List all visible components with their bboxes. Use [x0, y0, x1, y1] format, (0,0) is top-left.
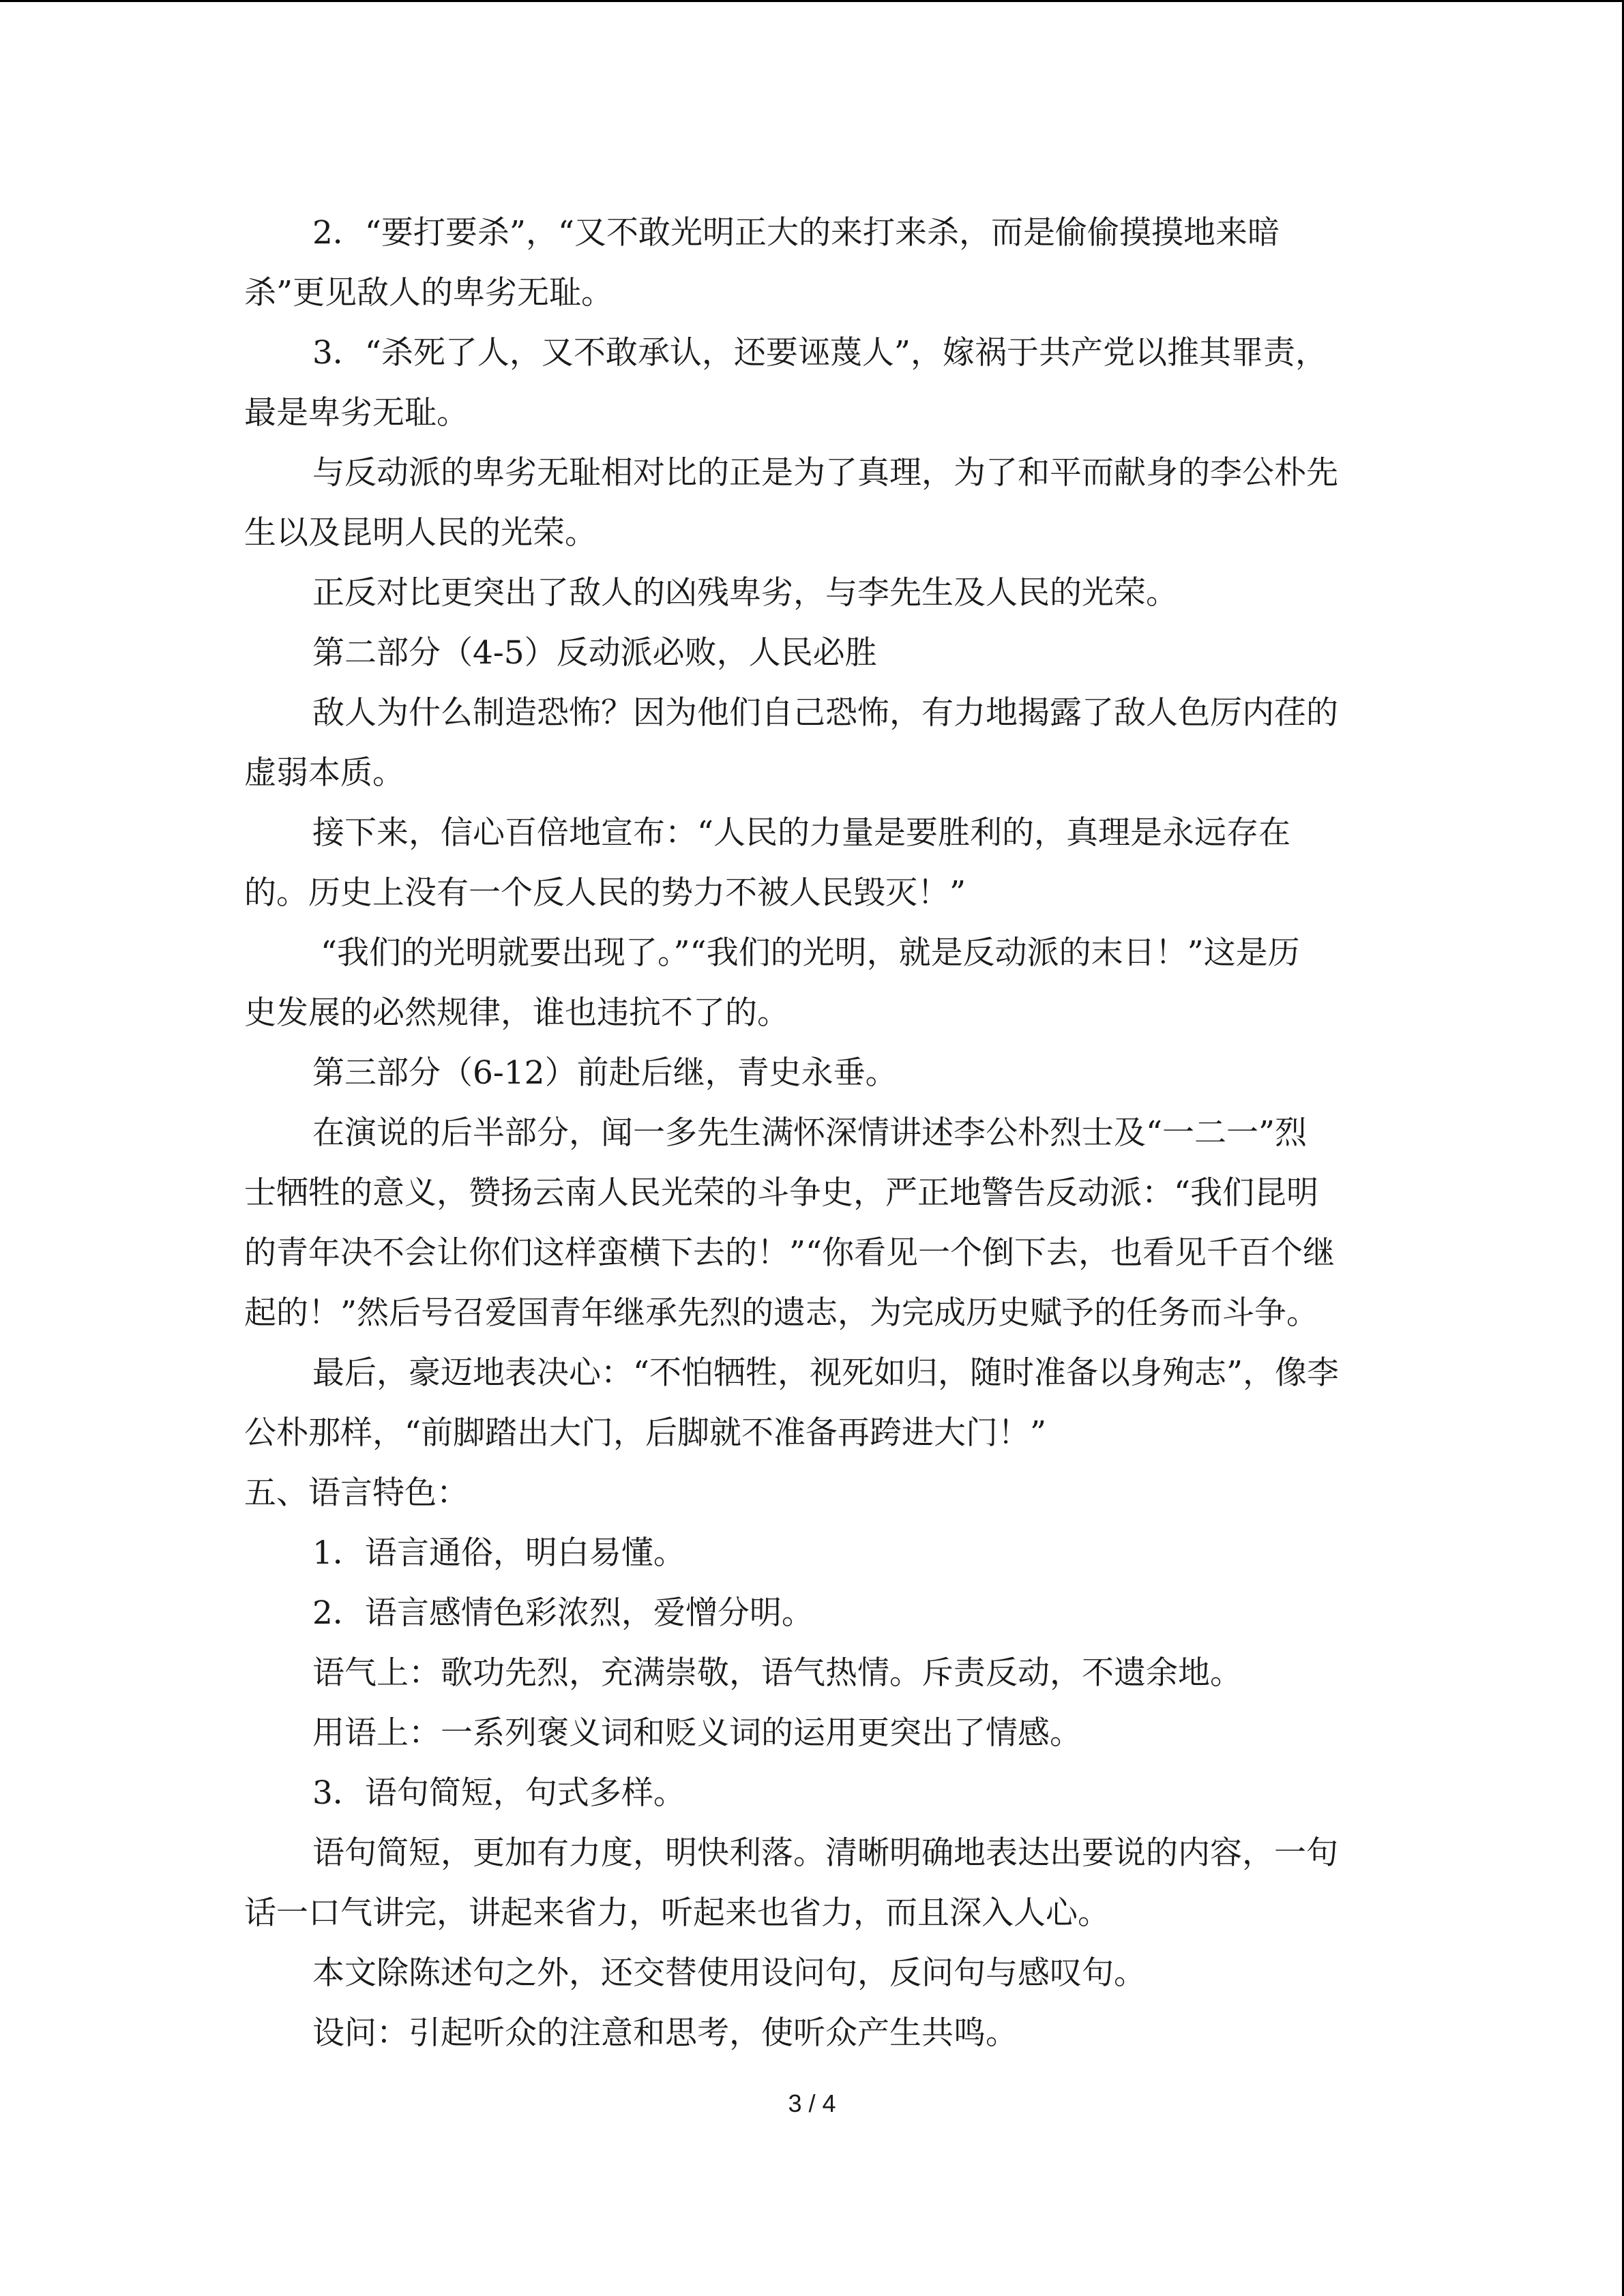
paragraph-line: 公朴那样，“前脚踏出大门，后脚就不准备再跨进大门！” [244, 1414, 1047, 1452]
document-body [244, 203, 1376, 2063]
paragraph-line: 敌人为什么制造恐怖？因为他们自己恐怖，有力地揭露了敌人色厉内荏的 [312, 694, 1338, 732]
paragraph-line: “我们的光明就要出现了。”“我们的光明，就是反动派的末日！”这是历 [321, 934, 1300, 972]
paragraph-line: 最后，豪迈地表决心：“不怕牺牲，视死如归，随时准备以身殉志”，像李 [312, 1354, 1340, 1392]
paragraph-line: 设问：引起听众的注意和思考，使听众产生共鸣。 [312, 2014, 1018, 2052]
paragraph-line: 在演说的后半部分，闻一多先生满怀深情讲述李公朴烈士及“一二一”烈 [312, 1114, 1308, 1152]
paragraph-line: 最是卑劣无耻。 [244, 394, 469, 432]
section-heading: 第二部分（4-5）反动派必败，人民必胜 [312, 634, 877, 672]
paragraph-line: 话一口气讲完，讲起来省力，听起来也省力，而且深入人心。 [244, 1894, 1110, 1932]
paragraph-line: 3．“杀死了人，又不敢承认，还要诬蔑人”，嫁祸于共产党以推其罪责， [312, 334, 1327, 372]
paragraph-line: 的青年决不会让你们这样蛮横下去的！”“你看见一个倒下去，也看见千百个继 [244, 1234, 1335, 1272]
paragraph-line: 接下来，信心百倍地宣布：“人民的力量是要胜利的，真理是永远存在 [312, 814, 1291, 852]
paragraph-line: 起的！”然后号召爱国青年继承先烈的遗志，为完成历史赋予的任务而斗争。 [244, 1294, 1319, 1332]
paragraph-line: 生以及昆明人民的光荣。 [244, 514, 597, 552]
paragraph-line: 杀”更见敌人的卑劣无耻。 [244, 274, 614, 312]
paragraph-line: 3．语句简短，句式多样。 [312, 1774, 685, 1812]
paragraph-line: 2．语言感情色彩浓烈，爱憎分明。 [312, 1594, 814, 1632]
paragraph-line: 与反动派的卑劣无耻相对比的正是为了真理，为了和平而献身的李公朴先 [312, 454, 1338, 492]
paragraph-line: 史发展的必然规律，谁也违抗不了的。 [244, 994, 789, 1032]
paragraph-line: 的。历史上没有一个反人民的势力不被人民毁灭！” [244, 874, 966, 912]
paragraph-line: 虚弱本质。 [244, 754, 404, 792]
paragraph-line: 2．“要打要杀”，“又不敢光明正大的来打来杀，而是偷偷摸摸地来暗 [312, 214, 1280, 252]
paragraph-line: 正反对比更突出了敌人的凶残卑劣，与李先生及人民的光荣。 [312, 574, 1178, 612]
paragraph-line: 本文除陈述句之外，还交替使用设问句，反问句与感叹句。 [312, 1954, 1146, 1992]
paragraph-line: 士牺牲的意义，赞扬云南人民光荣的斗争史，严正地警告反动派：“我们昆明 [244, 1174, 1319, 1212]
paragraph-line: 1．语言通俗，明白易懂。 [312, 1534, 685, 1572]
paragraph-line: 语句简短，更加有力度，明快利落。清晰明确地表达出要说的内容，一句 [312, 1834, 1338, 1872]
section-heading: 五、语言特色： [244, 1474, 469, 1512]
section-heading: 第三部分（6-12）前赴后继，青史永垂。 [312, 1054, 898, 1092]
paragraph-line: 语气上：歌功先烈，充满崇敬，语气热情。斥责反动，不遗余地。 [312, 1654, 1242, 1692]
page-number: 3 / 4 [788, 2089, 836, 2117]
paragraph-line: 用语上：一系列褒义词和贬义词的运用更突出了情感。 [312, 1714, 1082, 1752]
